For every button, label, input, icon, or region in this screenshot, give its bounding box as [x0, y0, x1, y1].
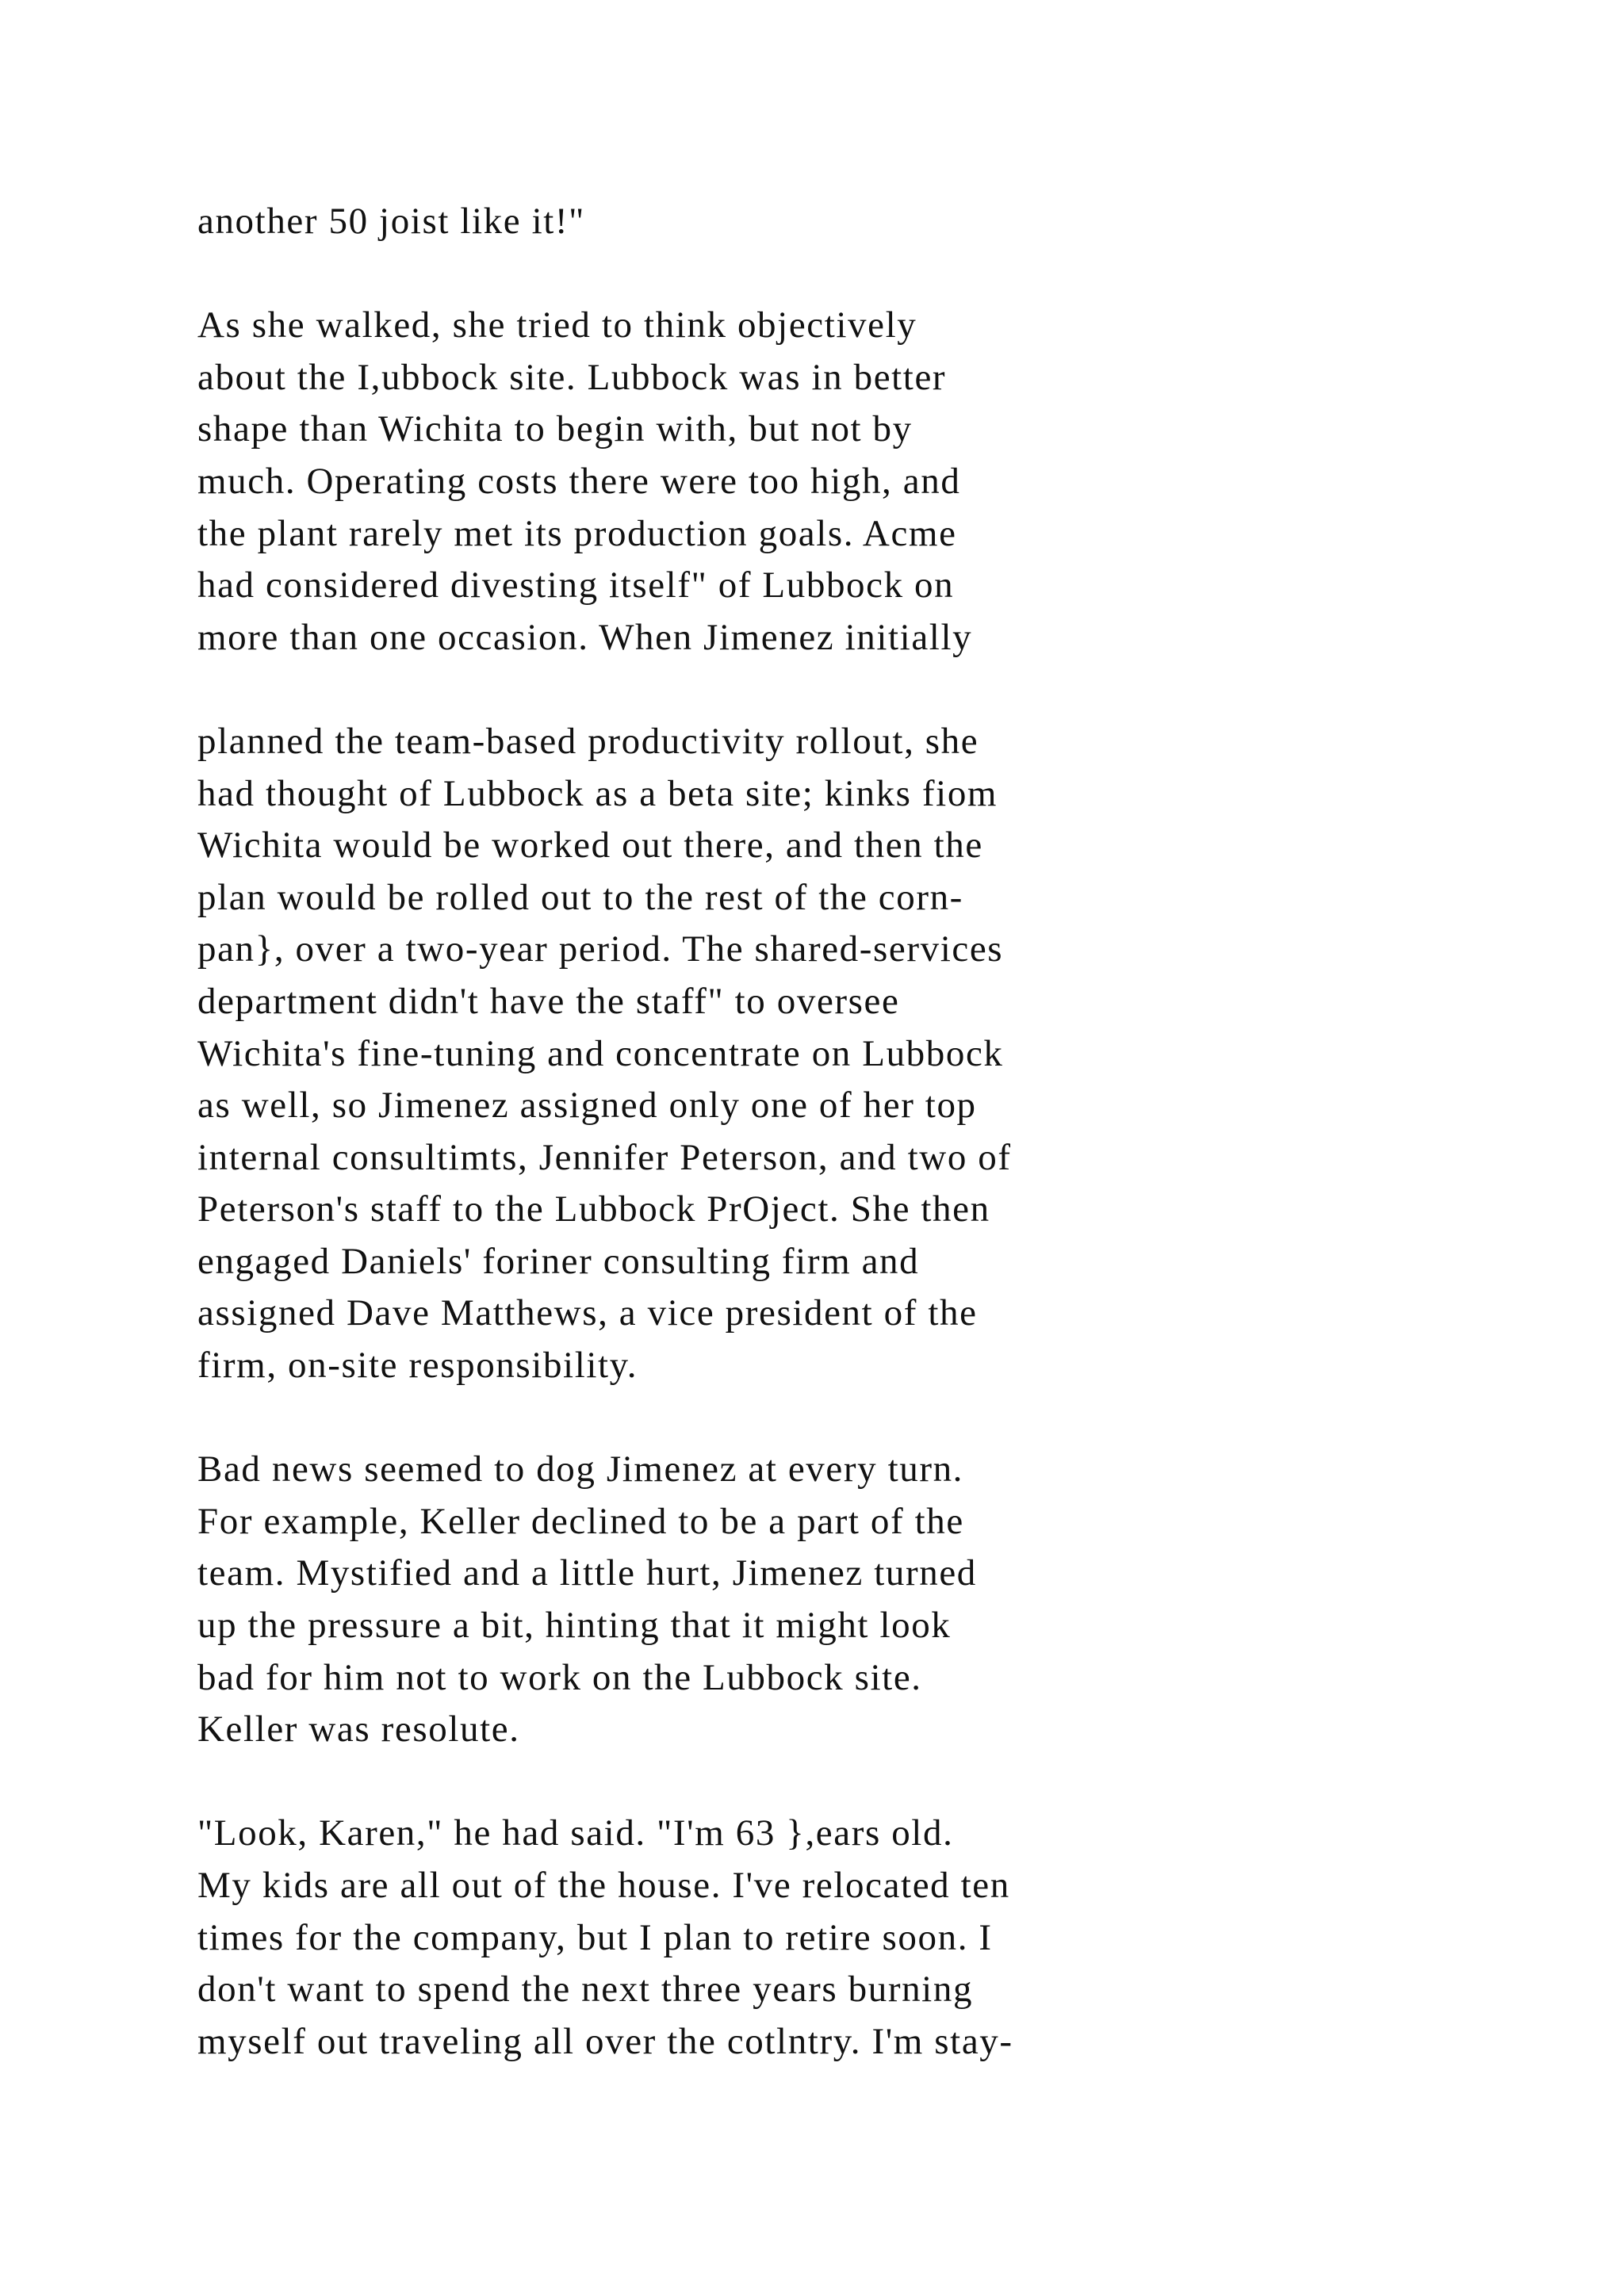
- paragraph-gap: [197, 664, 1545, 716]
- text-line: "Look, Karen," he had said. "I'm 63 },ears old.: [197, 1812, 954, 1854]
- text-line: shape than Wichita to begin with, but not by: [197, 408, 913, 450]
- text-line: another 50 joist like it!": [197, 201, 585, 242]
- text-line: team. Mystified and a little hurt, Jimenez turned: [197, 1552, 977, 1594]
- text-line: up the pressure a bit, hinting that it might look: [197, 1605, 952, 1647]
- text-line: times for the company, but I plan to retire soon. I: [197, 1916, 993, 1958]
- text-line: assigned Dave Matthews, a vice president of the: [197, 1292, 978, 1334]
- text-line: had considered divesting itself" of Lubbock on: [197, 564, 955, 607]
- paragraph-gap: [197, 248, 1545, 300]
- paragraph: [197, 1808, 1545, 2068]
- text-line: the plant rarely met its production goals. Acme: [197, 512, 957, 554]
- paragraph-gap: [197, 1392, 1545, 1445]
- text-line: more than one occasion. When Jimenez initially: [197, 616, 973, 658]
- text-line: Wichita's fine-tuning and concentrate on Lubbock: [197, 1032, 1004, 1074]
- paragraph: [197, 196, 1545, 248]
- text-line: firm, on-site responsibility.: [197, 1345, 638, 1387]
- text-line: Wichita would be worked out there, and then the: [197, 825, 983, 867]
- text-line: plan would be rolled out to the rest of the corn-: [197, 876, 963, 918]
- text-line: As she walked, she tried to think objectively: [197, 304, 917, 346]
- paragraph-gap: [197, 1756, 1545, 1808]
- text-line: internal consultimts, Jennifer Peterson, and two of: [197, 1136, 1012, 1178]
- text-line: don't want to spend the next three years burning: [197, 1969, 974, 2011]
- paragraph: [197, 1444, 1545, 1756]
- document-body: [197, 196, 1545, 2068]
- text-line: For example, Keller declined to be a part of the: [197, 1500, 964, 1542]
- text-line: bad for him not to work on the Lubbock site.: [197, 1656, 922, 1698]
- text-line: Bad news seemed to dog Jimenez at every turn.: [197, 1448, 964, 1490]
- text-line: pan}, over a two-year period. The shared-services: [197, 928, 1004, 970]
- text-line: department didn't have the staff" to oversee: [197, 980, 900, 1022]
- text-line: Peterson's staff to the Lubbock PrOject. She then: [197, 1188, 990, 1230]
- text-line: much. Operating costs there were too high, and: [197, 460, 961, 502]
- text-line: myself out traveling all over the cotlntry. I'm stay-: [197, 2020, 1013, 2062]
- text-line: Keller was resolute.: [197, 1709, 520, 1751]
- text-line: about the I,ubbock site. Lubbock was in better: [197, 356, 947, 398]
- paragraph: [197, 300, 1545, 664]
- paragraph: [197, 716, 1545, 1392]
- text-line: had thought of Lubbock as a beta site; kinks fiom: [197, 772, 998, 814]
- text-line: as well, so Jimenez assigned only one of her top: [197, 1085, 977, 1127]
- text-line: My kids are all out of the house. I've relocated ten: [197, 1865, 1010, 1906]
- text-line: planned the team-based productivity rollout, she: [197, 720, 979, 762]
- text-line: engaged Daniels' foriner consulting firm and: [197, 1240, 920, 1282]
